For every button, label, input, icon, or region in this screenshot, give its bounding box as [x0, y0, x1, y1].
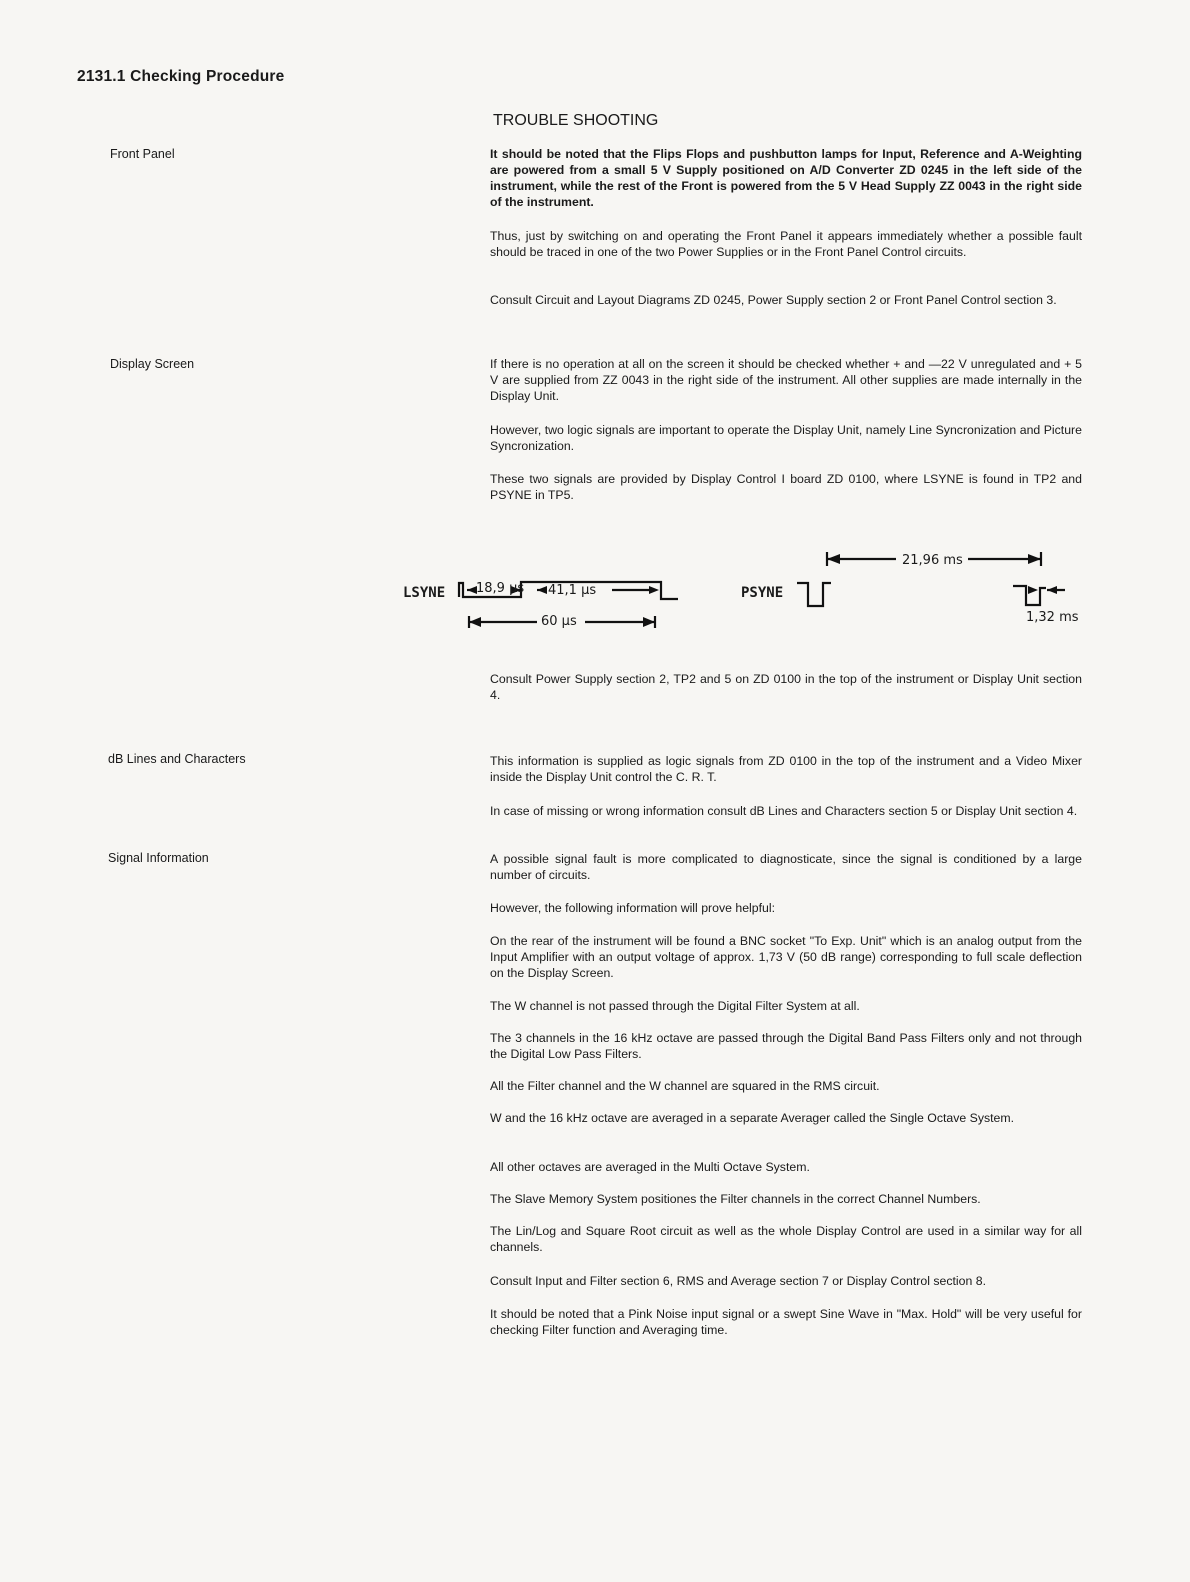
- paragraph: The W channel is not passed through the Digital Filter System at all.: [490, 999, 860, 1013]
- paragraph: This information is supplied as logic signals from ZD 0100 in the top of the instrument and a Video Mixer inside the Display Unit control the C. R. T.: [490, 754, 1082, 784]
- lsyne-label: LSYNE: [403, 585, 446, 601]
- paragraph: All other octaves are averaged in the Multi Octave System.: [490, 1160, 810, 1174]
- side-label-display-screen: Display Screen: [110, 357, 195, 371]
- paragraph: However, two logic signals are important to operate the Display Unit, namely Line Syncronization and Picture Syncronization.: [490, 423, 1082, 453]
- paragraph: On the rear of the instrument will be found a BNC socket "To Exp. Unit" which is an analog output from the Input Amplifier with an output voltage of approx. 1,73 V (50 dB range) corresponding to full scale deflection on the Display Screen.: [490, 934, 1082, 980]
- psyne-waveform-start: [797, 583, 831, 606]
- paragraph: Consult Power Supply section 2, TP2 and 5 on ZD 0100 in the top of the instrument or Display Unit section 4.: [490, 672, 1082, 702]
- paragraph: A possible signal fault is more complicated to diagnosticate, since the signal is conditioned by a large number of circuits.: [490, 852, 1082, 882]
- paragraph: However, the following information will prove helpful:: [490, 901, 776, 915]
- lsyne-t2-label: 41,1 µs: [548, 583, 597, 598]
- paragraph: These two signals are provided by Display Control I board ZD 0100, where LSYNE is found in TP2 and PSYNE in TP5.: [490, 472, 1082, 502]
- psyne-period-label: 21,96 ms: [902, 553, 963, 568]
- lsyne-t1-label: 18,9 µs: [476, 581, 525, 596]
- side-label-signal-information: Signal Information: [108, 851, 209, 865]
- paragraph: If there is no operation at all on the screen it should be checked whether + and —22 V unregulated and + 5 V are supplied from ZZ 0043 in the right side of the instrument. All other supplies are made internally in the Display Unit.: [490, 357, 1082, 403]
- lsyne-period-label: 60 µs: [541, 614, 577, 629]
- paragraph: The Slave Memory System positiones the Filter channels in the correct Channel Numbers.: [490, 1192, 981, 1206]
- paragraph: It should be noted that the Flips Flops and pushbutton lamps for Input, Reference and A-Weighting are powered from a small 5 V Supply positioned on A/D Converter ZD 0245 in the left side of the instrument, while the rest of the Front is powered from the 5 V Head Supply ZZ 0043 in the right side of the instrument.: [490, 147, 1082, 209]
- section-heading: TROUBLE SHOOTING: [493, 112, 659, 129]
- paragraph: Thus, just by switching on and operating the Front Panel it appears immediately whether a possible fault should be traced in one of the two Power Supplies or in the Front Panel Control circuits.: [490, 229, 1082, 259]
- side-label-front-panel: Front Panel: [110, 147, 175, 161]
- side-label-db-lines: dB Lines and Characters: [108, 752, 246, 766]
- paragraph: Consult Input and Filter section 6, RMS and Average section 7 or Display Control section 8.: [490, 1274, 987, 1288]
- paragraph: It should be noted that a Pink Noise input signal or a swept Sine Wave in "Max. Hold" will be very useful for checking Filter function and Averaging time.: [490, 1307, 1082, 1337]
- paragraph: The 3 channels in the 16 kHz octave are passed through the Digital Band Pass Filters only and not through the Digital Low Pass Filters.: [490, 1031, 1082, 1061]
- paragraph: Consult Circuit and Layout Diagrams ZD 0245, Power Supply section 2 or Front Panel Control section 3.: [490, 293, 1057, 307]
- paragraph: All the Filter channel and the W channel are squared in the RMS circuit.: [490, 1079, 880, 1093]
- paragraph: In case of missing or wrong information consult dB Lines and Characters section 5 or Display Unit section 4.: [490, 804, 1078, 818]
- paragraph: W and the 16 kHz octave are averaged in a separate Averager called the Single Octave System.: [490, 1111, 1015, 1125]
- psyne-pulse-label: 1,32 ms: [1026, 610, 1079, 625]
- psyne-label: PSYNE: [741, 585, 784, 601]
- paragraph: The Lin/Log and Square Root circuit as well as the whole Display Control are used in a similar way for all channels.: [490, 1224, 1082, 1254]
- page-header: 2131.1 Checking Procedure: [77, 68, 285, 85]
